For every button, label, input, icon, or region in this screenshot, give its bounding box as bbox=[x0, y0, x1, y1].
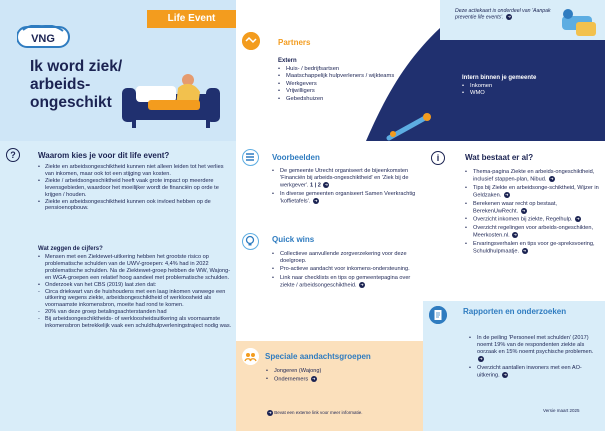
quick-wins-list bbox=[272, 251, 420, 291]
list-item: • Collectieve aanvullende zorgverzekering voor deze doelgroep. bbox=[272, 251, 420, 265]
list-item: - Circa driekwart van de huishoudens met een laag inkomen vanwege een uitkering wegens ziekte, arbeidsongeschiktheid of werkloosheid als voornaamste inkomensbron, moeite had rond te komen. bbox=[38, 289, 233, 310]
aanpak-note-text: Deze actiekaart is onderdeel van 'Aanpak preventie life events'. bbox=[455, 8, 551, 21]
list-item[interactable] bbox=[465, 169, 601, 183]
why-section bbox=[0, 141, 236, 431]
external-link-icon[interactable]: ➜ bbox=[522, 247, 527, 253]
extern-list bbox=[278, 66, 428, 103]
speciale-list bbox=[266, 368, 416, 385]
quick-wins-heading: Quick wins bbox=[272, 235, 315, 244]
list-icon bbox=[242, 149, 259, 166]
version-label: Versie maart 2025 bbox=[543, 408, 580, 413]
list-item: • Pro-actieve aandacht voor inkomens-ondersteuning. bbox=[272, 266, 420, 273]
list-item[interactable] bbox=[272, 191, 420, 205]
list-item-text: In diverse gemeenten organiseert Samen Veerkrachtig 'koffietafels'. bbox=[280, 190, 416, 205]
list-item-text: Ondernemers bbox=[274, 376, 309, 383]
bestaat-list bbox=[465, 169, 601, 257]
tools-illustration bbox=[552, 4, 602, 40]
sick-person-on-couch-illustration bbox=[118, 66, 228, 136]
list-item[interactable] bbox=[465, 185, 601, 199]
list-item-text: Overzicht inkomen bij ziekte, Regelhulp. bbox=[473, 216, 573, 223]
list-item-text: De gemeente Utrecht organiseert de bijeenkomsten 'Financiën bij arbeids-ongeschiktheid' en 'Ziek bij de werkgever'. bbox=[280, 168, 409, 189]
footnote bbox=[266, 410, 426, 416]
title-line-1: Ik word ziek/ bbox=[30, 58, 123, 75]
list-item-text: Overzicht regelingen voor arbeids-ongeschikten, Meerkosten.nl. bbox=[473, 225, 594, 239]
voorbeelden-list bbox=[272, 168, 420, 207]
list-item: • Werkgevers bbox=[278, 81, 428, 88]
external-link-icon[interactable]: ➜ bbox=[507, 14, 511, 20]
list-item: • Maatschappelijk hulpverleners / wijkteams bbox=[278, 73, 428, 80]
speciale-section bbox=[236, 341, 423, 431]
why-list bbox=[38, 164, 230, 212]
rapporten-heading: Rapporten en onderzoeken bbox=[463, 307, 567, 316]
external-link-icon[interactable]: ➜ bbox=[360, 281, 364, 287]
question-icon: ? bbox=[6, 148, 20, 162]
list-item-text: Berekenen waar recht op bestaat, BerekenUwRecht. bbox=[473, 200, 557, 214]
list-item: - Bij arbeidsongeschiktheids- of werkloosheidsuitkering als voornaamste inkomensbron betrekkelijk vaak een schuldhulpverleningstraject nodig was. bbox=[38, 316, 233, 330]
external-link-icon[interactable]: ➜ bbox=[521, 207, 526, 213]
external-link-icon[interactable]: ➜ bbox=[513, 232, 517, 238]
list-item[interactable] bbox=[465, 216, 601, 223]
list-item[interactable] bbox=[465, 201, 601, 215]
list-item-text: Thema-pagina Ziekte en arbeids-ongeschiktheid, inclusief stappen-plan, Nibud. bbox=[473, 169, 595, 183]
list-item: • Mensen met een Ziektewet-uitkering hebben het grootste risico op problematische schulden van de UWV-groepen: 4,4% had in 2022 problematische schulden. Na de Ziektewet-groep hebben de WW, Wajong- en WGA-groepen een relatief hoog aandeel met problematische schulden. bbox=[38, 254, 233, 282]
vng-logo-text: VNG bbox=[31, 33, 55, 45]
lightbulb-icon bbox=[242, 233, 259, 250]
external-link-icon[interactable]: ➜ bbox=[550, 175, 554, 181]
extern-heading: Extern bbox=[278, 58, 297, 64]
external-link-icon[interactable]: ➜ bbox=[576, 216, 580, 222]
list-item[interactable] bbox=[469, 365, 599, 379]
intern-heading: Intern binnen je gemeente bbox=[462, 75, 537, 81]
external-link-icon[interactable]: ➜ bbox=[324, 181, 329, 187]
speciale-heading: Speciale aandachtsgroepen bbox=[265, 352, 371, 361]
external-link-icon[interactable]: ➜ bbox=[314, 197, 318, 203]
bestaat-section bbox=[423, 141, 605, 301]
pagination-links[interactable]: 1 | 2 bbox=[310, 182, 321, 189]
list-item-text: Ervaringsverhalen en tips voor ge-spreksvoering, Schuldhulpmaatje. bbox=[473, 241, 595, 255]
list-item[interactable] bbox=[469, 335, 599, 363]
why-heading: Waarom kies je voor dit life event? bbox=[38, 151, 170, 160]
bestaat-heading: Wat bestaat er al? bbox=[465, 153, 534, 162]
life-event-tag: Life Event bbox=[147, 10, 236, 28]
external-link-icon[interactable]: ➜ bbox=[479, 355, 483, 361]
list-item: • Gebedshuizen bbox=[278, 96, 428, 103]
list-item: • WMO bbox=[462, 90, 592, 97]
list-item: • Inkomen bbox=[462, 83, 592, 90]
list-item-text: Tips bij Ziekte en arbeidsonge-schiktheid, Wijzer in Geldzaken. bbox=[473, 184, 599, 199]
list-item[interactable] bbox=[266, 376, 416, 383]
group-icon bbox=[242, 348, 259, 365]
list-item[interactable] bbox=[465, 225, 601, 239]
title-line-2: arbeids- bbox=[30, 76, 91, 93]
rapporten-list bbox=[469, 335, 599, 380]
partners-heading: Partners bbox=[278, 38, 311, 47]
list-item: • Ziekte en arbeidsongeschiktheid kunnen niet alleen leiden tot het verlies van inkomen, maar ook tot een stijging van kosten. bbox=[38, 164, 230, 178]
info-icon: i bbox=[431, 151, 445, 165]
footnote-text: Bevat een externe link voor meer informatie. bbox=[274, 410, 363, 416]
list-item-text: Overzicht aantallen inwoners met een AO-uitkering. bbox=[477, 364, 582, 378]
list-item-text: In de peiling 'Personeel met schulden' (2017) noemt 19% van de respondenten ziekte als oorzaak en 15% noemt psychische problemen. bbox=[477, 335, 594, 355]
list-item[interactable] bbox=[465, 241, 601, 255]
list-item: - 20% van deze groep betalingsachterstanden had bbox=[38, 309, 233, 316]
list-item[interactable] bbox=[272, 168, 420, 189]
list-item: • Huis- / bedrijfsartsen bbox=[278, 66, 428, 73]
aanpak-note[interactable] bbox=[455, 8, 560, 21]
external-link-icon: ➜ bbox=[268, 410, 272, 415]
list-item-text: Link naar checklists en tips op gemeentepagina over ziekte / arbeidsongeschiktheid. bbox=[280, 274, 411, 289]
voorbeelden-heading: Voorbeelden bbox=[272, 153, 320, 162]
partners-icon bbox=[242, 32, 260, 50]
list-item: • Ziekte / arbeidsongeschiktheid heeft vaak grote impact op meerdere levensgebieden, waardoor het moeilijker wordt de financiën op orde te krijgen / houden. bbox=[38, 178, 230, 199]
voorbeelden-section bbox=[236, 141, 423, 341]
list-item[interactable] bbox=[272, 275, 420, 289]
external-link-icon[interactable]: ➜ bbox=[505, 191, 509, 197]
title-line-3: ongeschikt bbox=[30, 94, 112, 111]
cijfers-list bbox=[38, 254, 233, 330]
thermometer-illustration bbox=[385, 112, 435, 142]
intern-list bbox=[462, 83, 592, 98]
cijfers-heading: Wat zeggen de cijfers? bbox=[38, 246, 103, 252]
external-link-icon[interactable]: ➜ bbox=[503, 371, 507, 377]
list-item: • Jongeren (Wajong) bbox=[266, 368, 416, 375]
list-item: • Ziekte en arbeidsongeschiktheid kunnen ook invloed hebben op de pensioenopbouw. bbox=[38, 199, 230, 213]
list-item: • Vrijwilligers bbox=[278, 88, 428, 95]
rapporten-section bbox=[423, 301, 605, 431]
external-link-icon[interactable]: ➜ bbox=[312, 376, 316, 382]
vng-logo bbox=[17, 25, 71, 49]
list-item: • Onderzoek van het CBS (2019) laat zien dat: bbox=[38, 282, 233, 289]
document-icon bbox=[429, 306, 447, 324]
